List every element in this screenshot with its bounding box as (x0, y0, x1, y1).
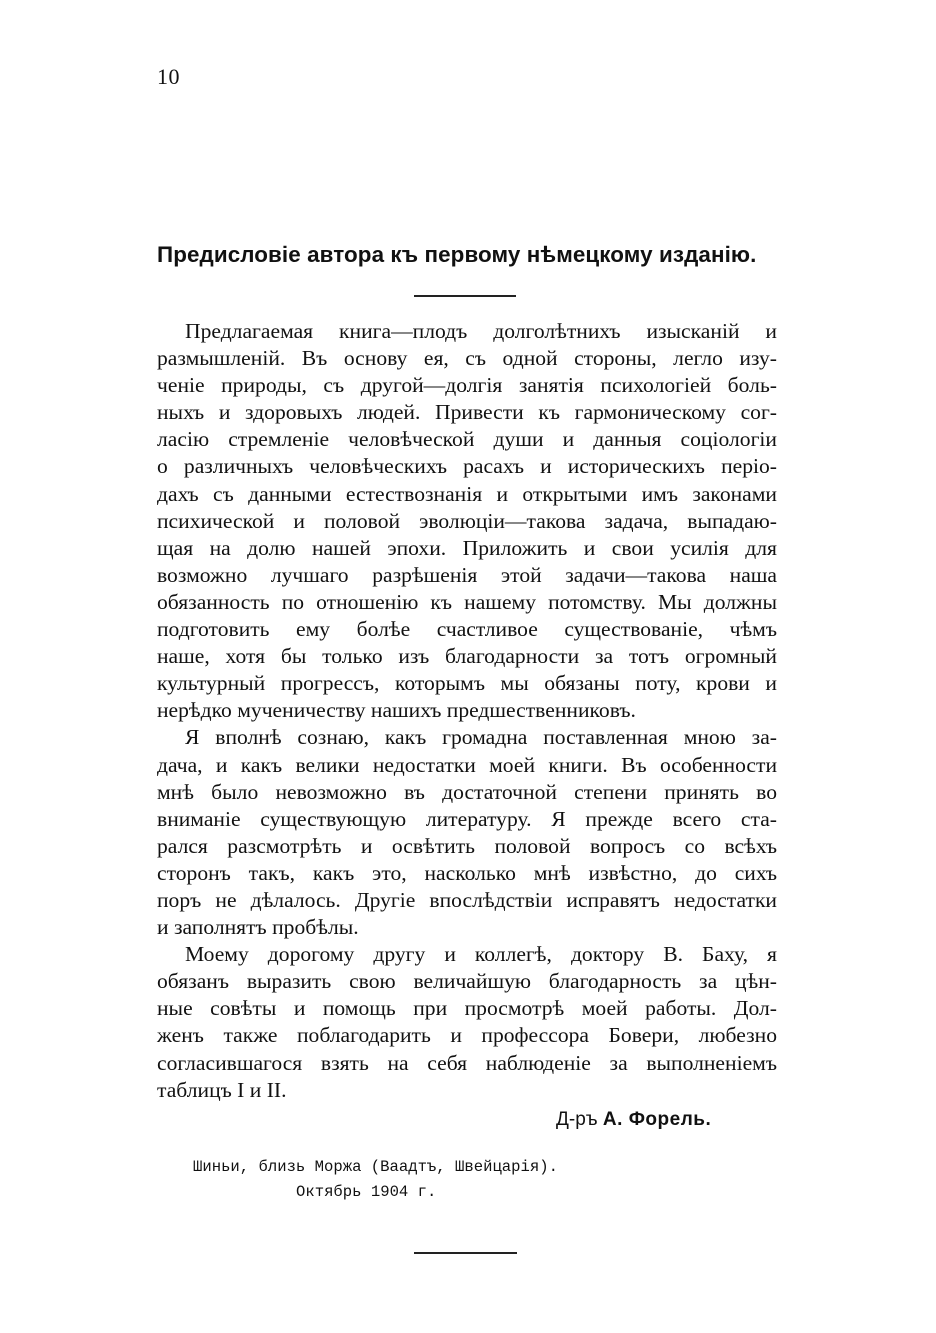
text-line: ныхъ и здоровыхъ людей. Привести къ гармоническому сог- (157, 400, 777, 425)
title-divider (414, 295, 516, 297)
text-line: подготовить ему болѣе счастливое существованіе, чѣмъ (157, 617, 777, 642)
text-line: обязанъ выразить свою величайшую благодарность за цѣн- (157, 969, 777, 994)
text-line: психической и половой эволюціи—такова задача, выпадаю- (157, 508, 777, 533)
text-line: дача, и какъ велики недостатки моей книги. Въ особенности (157, 752, 777, 777)
place-line: Шиньи, близь Моржа (Ваадтъ, Швейцарія). (193, 1158, 558, 1176)
text-line: таблицъ I и II. (157, 1077, 287, 1102)
text-line: мнѣ было невозможно въ достаточной степени принять во (157, 779, 777, 804)
preface-body (157, 318, 777, 1104)
text-line: женъ также поблагодарить и профессора Бовери, любезно (157, 1023, 777, 1048)
text-line: щая на долю нашей эпохи. Приложить и свои усилія для (157, 535, 777, 560)
text-line: поръ не дѣлалось. Другіе впослѣдствіи исправятъ недостатки (157, 887, 777, 912)
page-number: 10 (157, 64, 180, 89)
text-line: вниманіе существующую литературу. Я прежде всего ста- (157, 806, 777, 831)
signature-name: А. Форель. (602, 1109, 712, 1130)
date-line: Октябрь 1904 г. (296, 1183, 437, 1201)
text-line: ные совѣты и помощь при просмотрѣ моей работы. Дол- (157, 996, 777, 1021)
preface-title: Предисловіе автора къ первому нѣмецкому изданію. (157, 242, 757, 267)
text-line: дахъ съ данными естествознанія и открытыми имъ законами (157, 481, 777, 506)
text-line: Я вполнѣ сознаю, какъ громадна поставленная мною за- (185, 725, 777, 750)
author-signature (556, 1109, 711, 1131)
text-line: возможно лучшаго разрѣшенія этой задачи—такова наша (157, 562, 777, 587)
text-line: обязанность по отношенію къ нашему потомству. Мы должны (157, 589, 777, 614)
text-line: о различныхъ человѣческихъ расахъ и историческихъ періо- (157, 454, 777, 479)
text-line: сторонъ такъ, какъ это, насколько мнѣ извѣстно, до сихъ (157, 860, 777, 885)
text-line: Моему дорогому другу и коллегѣ, доктору В. Баху, я (185, 942, 777, 967)
paragraph (157, 318, 777, 724)
paragraph (157, 724, 777, 941)
text-line: наше, хотя бы только изъ благодарности за тотъ огромный (157, 644, 777, 669)
text-line: Предлагаемая книга—плодъ долголѣтнихъ изысканій и (185, 319, 777, 343)
end-divider (414, 1252, 517, 1254)
text-line: согласившагося взять на себя наблюденіе за выполненіемъ (157, 1050, 777, 1075)
text-line: ласію стремленіе человѣческой души и данныя соціологіи (157, 427, 777, 452)
text-line: культурный прогрессъ, которымъ мы обязаны поту, крови и (157, 671, 777, 696)
text-line: рался разсмотрѣть и освѣтить половой вопросъ со всѣхъ (157, 833, 777, 858)
text-line: и заполнятъ пробѣлы. (157, 915, 359, 940)
text-line: ченіе природы, съ другой—долгія занятія психологіей боль- (157, 373, 777, 398)
text-line: нерѣдко мученичеству нашихъ предшественниковъ. (157, 698, 636, 723)
paragraph (157, 941, 777, 1104)
signature-title: Д-ръ (556, 1109, 598, 1130)
text-line: размышленій. Въ основу ея, съ одной стороны, легло изу- (157, 346, 777, 371)
